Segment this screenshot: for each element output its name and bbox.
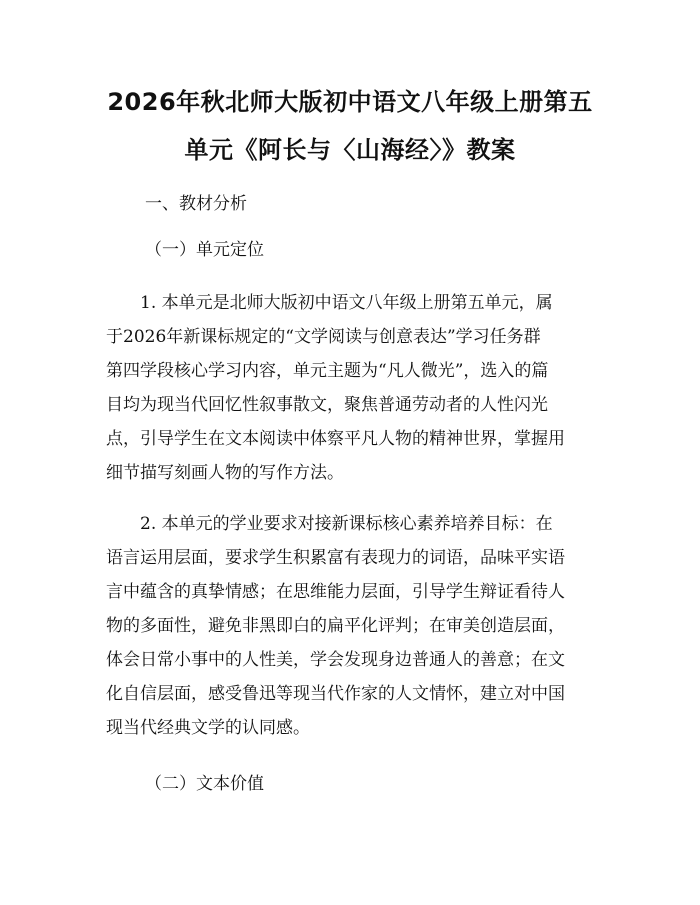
paragraph-line: 化自信层面，感受鲁迅等现当代作家的人文情怀，建立对中国 bbox=[106, 684, 565, 704]
paragraph-line: 于2026年新课标规定的“文学阅读与创意表达”学习任务群 bbox=[106, 327, 541, 347]
paragraph-unit-positioning-2 bbox=[106, 507, 606, 745]
paragraph-line: 点，引导学生在文本阅读中体察平凡人物的精神世界，掌握用 bbox=[106, 429, 565, 449]
paragraph-line: 细节描写刻画人物的写作方法。 bbox=[106, 463, 344, 483]
paragraph-line: 目均为现当代回忆性叙事散文，聚焦普通劳动者的人性闪光 bbox=[106, 395, 548, 415]
paragraph-line: 体会日常小事中的人性美，学会发现身边普通人的善意；在文 bbox=[106, 650, 565, 670]
section-heading-textbook-analysis: 一、教材分析 bbox=[145, 194, 247, 214]
paragraph-unit-positioning-1 bbox=[106, 286, 606, 490]
paragraph-line: 现当代经典文学的认同感。 bbox=[106, 718, 310, 738]
paragraph-line: 语言运用层面，要求学生积累富有表现力的词语，品味平实语 bbox=[106, 548, 565, 568]
subsection-heading-unit-positioning: （一）单元定位 bbox=[145, 240, 264, 260]
paragraph-line: 2. 本单元的学业要求对接新课标核心素养培养目标：在 bbox=[140, 514, 553, 534]
paragraph-line: 言中蕴含的真挚情感；在思维能力层面，引导学生辩证看待人 bbox=[106, 582, 565, 602]
paragraph-line: 物的多面性，避免非黑即白的扁平化评判；在审美创造层面， bbox=[106, 616, 565, 636]
paragraph-line: 1. 本单元是北师大版初中语文八年级上册第五单元，属 bbox=[140, 293, 553, 313]
paragraph-line: 第四学段核心学习内容，单元主题为“凡人微光”，选入的篇 bbox=[106, 361, 549, 381]
subsection-heading-text-value: （二）文本价值 bbox=[145, 774, 264, 794]
document-title-line-1: 2026年秋北师大版初中语文八年级上册第五 bbox=[107, 88, 593, 116]
document-title-line-2: 单元《阿长与〈山海经〉》教案 bbox=[184, 136, 516, 164]
